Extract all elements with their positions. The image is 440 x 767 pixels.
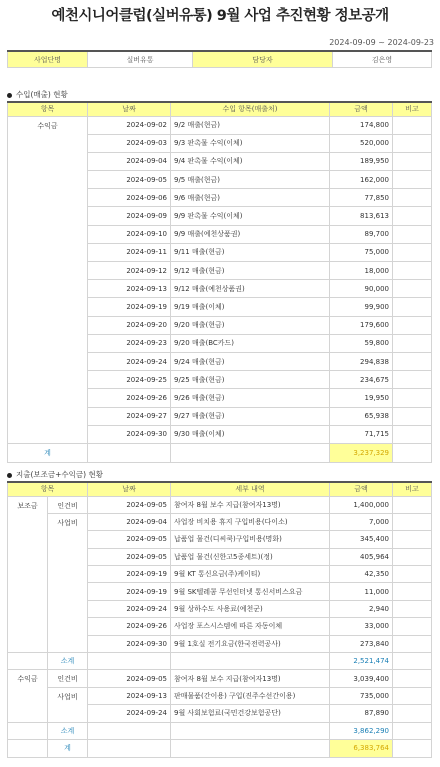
expense-note: [393, 635, 432, 652]
income-date: 2024-09-27: [88, 407, 171, 425]
unit-value: 실버유통: [88, 51, 193, 68]
table-cell: [8, 722, 48, 739]
income-date: 2024-09-24: [88, 352, 171, 370]
table-cell: [171, 443, 330, 462]
unit-label: 사업단명: [8, 51, 88, 68]
income-date: 2024-09-25: [88, 371, 171, 389]
income-item: 9/11 매출(현금): [171, 243, 330, 261]
table-cell: [393, 739, 432, 757]
expense-total-label: 계: [48, 739, 88, 757]
income-item: 9/30 매출(이체): [171, 425, 330, 443]
table-cell: [88, 443, 171, 462]
total-row: [8, 739, 432, 757]
expense-header: 항목: [8, 482, 88, 496]
expense-note: [393, 513, 432, 530]
income-amount: 520,000: [330, 134, 393, 152]
income-date: 2024-09-06: [88, 189, 171, 207]
expense-amount: 3,039,400: [330, 670, 393, 687]
expense-category: 보조금: [8, 496, 48, 653]
table-row: [8, 687, 432, 704]
bullet-icon: [7, 93, 12, 98]
income-note: [393, 371, 432, 389]
income-header: 금액: [330, 102, 393, 116]
income-item: 9/6 매출(현금): [171, 189, 330, 207]
expense-detail: 판매물품(간이용) 구입(진주수선간이용): [171, 687, 330, 704]
expense-detail: 참여자 8월 보수 지급(참여자13명): [171, 496, 330, 513]
expense-note: [393, 687, 432, 704]
expense-date: 2024-09-13: [88, 687, 171, 704]
income-item: 9/20 매출(현금): [171, 316, 330, 334]
income-note: [393, 171, 432, 189]
expense-detail: 납품업 물건(디씨쿡)구입비용(명화): [171, 531, 330, 548]
expense-note: [393, 566, 432, 583]
income-amount: 189,950: [330, 152, 393, 170]
table-row: [8, 670, 432, 687]
expense-amount: 1,400,000: [330, 496, 393, 513]
info-table: [7, 50, 432, 68]
income-note: [393, 225, 432, 243]
income-note: [393, 389, 432, 407]
table-cell: [88, 739, 171, 757]
income-note: [393, 152, 432, 170]
income-date: 2024-09-04: [88, 152, 171, 170]
income-note: [393, 262, 432, 280]
income-date: 2024-09-05: [88, 171, 171, 189]
income-date: 2024-09-26: [88, 389, 171, 407]
income-amount: 18,000: [330, 262, 393, 280]
expense-detail: 납품업 물건(신한고5종세트)(정): [171, 548, 330, 565]
income-note: [393, 280, 432, 298]
income-note: [393, 352, 432, 370]
income-header: 수입 항목(매출처): [171, 102, 330, 116]
manager-value: 김은영: [333, 51, 432, 68]
table-cell: [393, 653, 432, 670]
income-amount: 89,700: [330, 225, 393, 243]
income-total-label: 계: [8, 443, 88, 462]
table-cell: [393, 443, 432, 462]
expense-note: [393, 618, 432, 635]
income-date: 2024-09-03: [88, 134, 171, 152]
income-amount: 65,938: [330, 407, 393, 425]
table-cell: [393, 722, 432, 739]
expense-note: [393, 583, 432, 600]
expense-header: 금액: [330, 482, 393, 496]
expense-date: 2024-09-05: [88, 670, 171, 687]
subtotal-row: [8, 653, 432, 670]
page-title: 예천시니어클럽(실버유통) 9월 사업 추진현황 정보공개: [51, 8, 389, 24]
income-table: [7, 101, 432, 463]
income-amount: 234,675: [330, 371, 393, 389]
expense-amount: 735,000: [330, 687, 393, 704]
income-item: 9/20 매출(BC카드): [171, 334, 330, 352]
income-amount: 813,613: [330, 207, 393, 225]
expense-subcategory: 사업비: [48, 513, 88, 652]
manager-label: 담당자: [193, 51, 333, 68]
total-row: [8, 443, 432, 462]
expense-heading: 지출(보조금+수익금) 현황: [7, 469, 103, 480]
income-item: 9/26 매출(현금): [171, 389, 330, 407]
income-date: 2024-09-13: [88, 280, 171, 298]
income-amount: 174,800: [330, 116, 393, 134]
income-date: 2024-09-12: [88, 262, 171, 280]
expense-amount: 33,000: [330, 618, 393, 635]
income-amount: 59,800: [330, 334, 393, 352]
income-item: 9/9 매출(예천상품권): [171, 225, 330, 243]
period: 2024-09-09 ~ 2024-09-23: [329, 38, 434, 47]
income-note: [393, 207, 432, 225]
income-date: 2024-09-10: [88, 225, 171, 243]
subtotal-label: 소계: [48, 653, 88, 670]
expense-amount: 273,840: [330, 635, 393, 652]
income-item: 9/3 판촉물 수익(이체): [171, 134, 330, 152]
income-note: [393, 407, 432, 425]
expense-amount: 345,400: [330, 531, 393, 548]
expense-detail: 사업장 비치용 휴지 구입비용(다이소): [171, 513, 330, 530]
income-amount: 19,950: [330, 389, 393, 407]
expense-amount: 11,000: [330, 583, 393, 600]
expense-note: [393, 670, 432, 687]
income-note: [393, 116, 432, 134]
subtotal-amount: 3,862,290: [330, 722, 393, 739]
income-date: 2024-09-20: [88, 316, 171, 334]
income-amount: 99,900: [330, 298, 393, 316]
expense-note: [393, 705, 432, 722]
table-row: [8, 496, 432, 513]
expense-detail: 사업장 포스시스템에 따른 자동이체: [171, 618, 330, 635]
income-date: 2024-09-30: [88, 425, 171, 443]
income-category: 수익금: [8, 116, 88, 443]
income-item: 9/9 판촉물 수익(이체): [171, 207, 330, 225]
expense-date: 2024-09-04: [88, 513, 171, 530]
income-note: [393, 316, 432, 334]
income-item: 9/4 판촉물 수익(이체): [171, 152, 330, 170]
income-date: 2024-09-02: [88, 116, 171, 134]
expense-total: 6,383,764: [330, 739, 393, 757]
income-note: [393, 243, 432, 261]
bullet-icon: [7, 473, 12, 478]
table-cell: [88, 653, 171, 670]
expense-note: [393, 496, 432, 513]
income-amount: 90,000: [330, 280, 393, 298]
table-cell: [88, 722, 171, 739]
expense-subcategory: 사업비: [48, 687, 88, 722]
expense-subcategory: 인건비: [48, 496, 88, 513]
income-note: [393, 134, 432, 152]
income-amount: 71,715: [330, 425, 393, 443]
expense-amount: 405,964: [330, 548, 393, 565]
table-cell: [8, 653, 48, 670]
income-heading: 수입(매출) 현황: [7, 89, 68, 100]
expense-amount: 7,000: [330, 513, 393, 530]
subtotal-row: [8, 722, 432, 739]
income-amount: 75,000: [330, 243, 393, 261]
income-note: [393, 189, 432, 207]
expense-date: 2024-09-05: [88, 548, 171, 565]
income-item: 9/27 매출(현금): [171, 407, 330, 425]
income-item: 9/12 매출(예천상품권): [171, 280, 330, 298]
income-item: 9/24 매출(현금): [171, 352, 330, 370]
expense-header: 비고: [393, 482, 432, 496]
income-item: 9/25 매출(현금): [171, 371, 330, 389]
table-cell: [171, 653, 330, 670]
income-amount: 179,600: [330, 316, 393, 334]
expense-date: 2024-09-05: [88, 531, 171, 548]
income-item: 9/2 매출(현금): [171, 116, 330, 134]
income-date: 2024-09-23: [88, 334, 171, 352]
expense-detail: 9월 KT 통신요금(주)케이티): [171, 566, 330, 583]
income-amount: 294,838: [330, 352, 393, 370]
income-date: 2024-09-09: [88, 207, 171, 225]
expense-note: [393, 600, 432, 617]
table-row: [8, 116, 432, 134]
expense-date: 2024-09-19: [88, 583, 171, 600]
expense-category: 수익금: [8, 670, 48, 722]
income-date: 2024-09-11: [88, 243, 171, 261]
expense-detail: 9월 사회보험료(국민건강보험공단): [171, 705, 330, 722]
expense-amount: 2,940: [330, 600, 393, 617]
income-header: 비고: [393, 102, 432, 116]
expense-detail: 9월 1호실 전기요금(한국전력공사): [171, 635, 330, 652]
expense-header: 세부 내역: [171, 482, 330, 496]
income-date: 2024-09-19: [88, 298, 171, 316]
income-note: [393, 334, 432, 352]
table-cell: [171, 739, 330, 757]
expense-note: [393, 531, 432, 548]
expense-detail: 9월 SK텔레콤 무선인터넷 통신서비스요금: [171, 583, 330, 600]
expense-amount: 42,350: [330, 566, 393, 583]
income-note: [393, 298, 432, 316]
expense-detail: 9월 상하수도 사용료(예천군): [171, 600, 330, 617]
table-cell: [171, 722, 330, 739]
income-amount: 162,000: [330, 171, 393, 189]
expense-detail: 참여자 8월 보수 지급(참여자13명): [171, 670, 330, 687]
income-amount: 77,850: [330, 189, 393, 207]
expense-table: [7, 481, 432, 758]
income-item: 9/12 매출(현금): [171, 262, 330, 280]
income-header: 날짜: [88, 102, 171, 116]
expense-date: 2024-09-30: [88, 635, 171, 652]
table-cell: [8, 739, 48, 757]
expense-date: 2024-09-24: [88, 600, 171, 617]
income-item: 9/5 매출(현금): [171, 171, 330, 189]
income-note: [393, 425, 432, 443]
expense-amount: 87,890: [330, 705, 393, 722]
expense-note: [393, 548, 432, 565]
expense-date: 2024-09-26: [88, 618, 171, 635]
expense-date: 2024-09-24: [88, 705, 171, 722]
income-header: 항목: [8, 102, 88, 116]
income-item: 9/19 매출(이체): [171, 298, 330, 316]
table-row: [8, 513, 432, 530]
expense-date: 2024-09-05: [88, 496, 171, 513]
expense-date: 2024-09-19: [88, 566, 171, 583]
expense-header: 날짜: [88, 482, 171, 496]
income-total: 3,237,329: [330, 443, 393, 462]
subtotal-label: 소계: [48, 722, 88, 739]
subtotal-amount: 2,521,474: [330, 653, 393, 670]
expense-subcategory: 인건비: [48, 670, 88, 687]
